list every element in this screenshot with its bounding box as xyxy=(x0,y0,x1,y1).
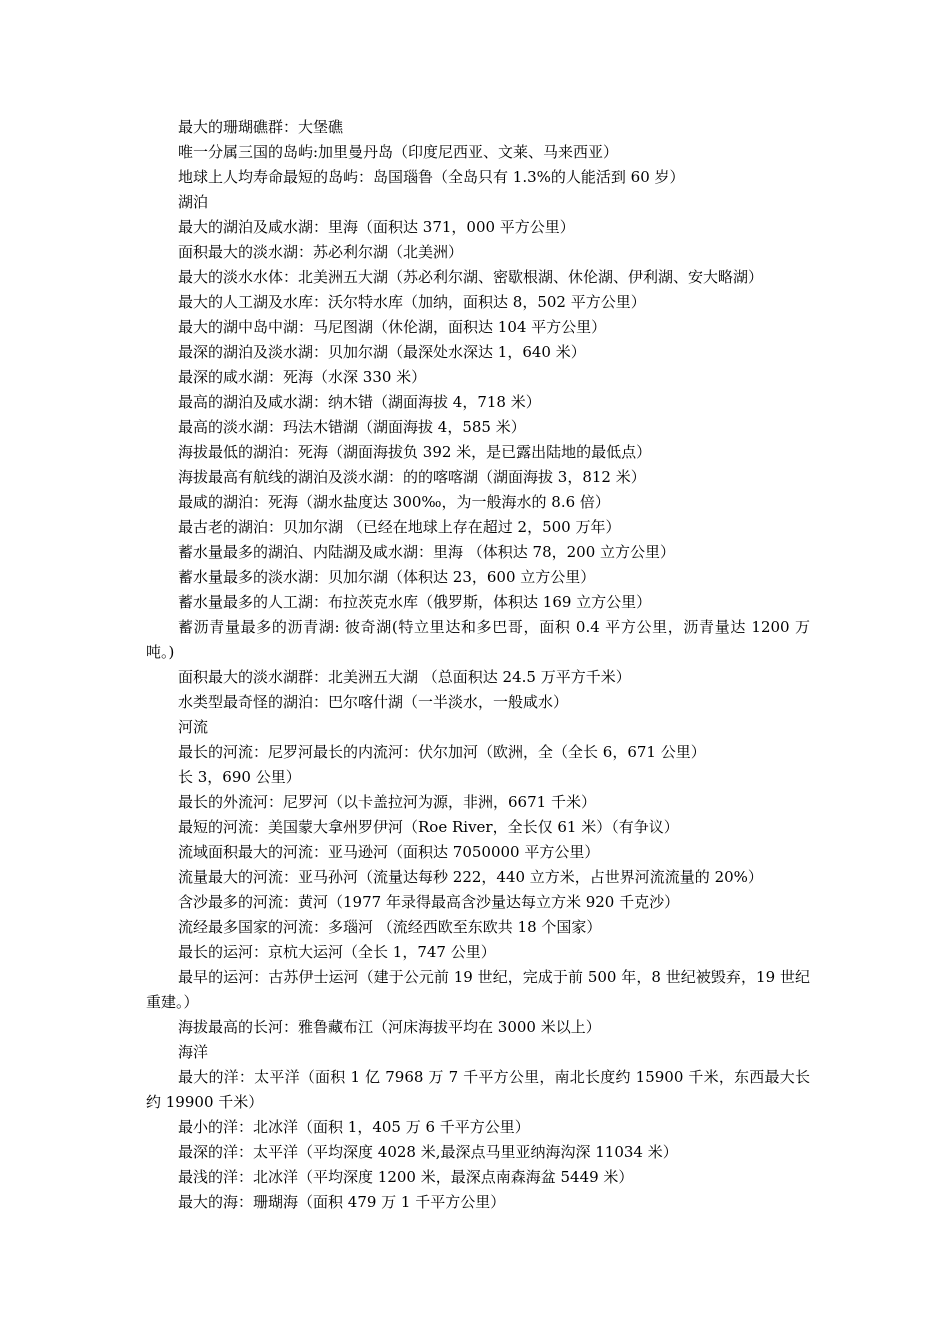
text-line: 最长的河流：尼罗河最长的内流河：伏尔加河（欧洲，全（全长 6，671 公里） xyxy=(178,743,706,761)
text-line: 流量最大的河流：亚马孙河（流量达每秒 222，440 立方米，占世界河流流量的 20%） xyxy=(178,868,763,886)
text-line: 流域面积最大的河流：亚马逊河（面积达 7050000 平方公里） xyxy=(178,843,600,861)
text-line: 最短的河流：美国蒙大拿州罗伊河（Roe River，全长仅 61 米）（有争议） xyxy=(178,818,679,836)
text-line: 蓄水量最多的人工湖：布拉茨克水库（俄罗斯，体积达 169 立方公里） xyxy=(178,593,652,611)
text-line: 最长的外流河：尼罗河（以卡盖拉河为源，非洲，6671 千米） xyxy=(178,793,596,811)
text-line: 最大的洋：太平洋（面积 1 亿 7968 万 7 千平方公里，南北长度约 15900 千米，东西最大长约 19900 千米） xyxy=(146,1068,810,1111)
text-line: 最长的运河：京杭大运河（全长 1，747 公里） xyxy=(178,943,496,961)
text-line: 最大的珊瑚礁群：大堡礁 xyxy=(178,118,344,136)
text-line: 海拔最高有航线的湖泊及淡水湖：的的喀喀湖（湖面海拔 3，812 米） xyxy=(178,468,646,486)
text-line: 蓄沥青量最多的沥青湖: 彼奇湖(特立里达和多巴哥，面积 0.4 平方公里，沥青量达 1200 万吨。) xyxy=(146,618,810,661)
text-line: 海拔最低的湖泊：死海（湖面海拔负 392 米，是已露出陆地的最低点） xyxy=(178,443,652,461)
section-heading-rivers: 河流 xyxy=(178,718,209,736)
text-line: 最古老的湖泊：贝加尔湖 （已经在地球上存在超过 2，500 万年） xyxy=(178,518,621,536)
text-line: 水类型最奇怪的湖泊：巴尔喀什湖（一半淡水，一般咸水） xyxy=(178,693,569,711)
section-heading-oceans: 海洋 xyxy=(178,1043,209,1061)
text-line: 最大的人工湖及水库：沃尔特水库（加纳，面积达 8，502 平方公里） xyxy=(178,293,646,311)
text-line: 最大的海：珊瑚海（面积 479 万 1 千平方公里） xyxy=(178,1193,506,1211)
text-line: 最深的湖泊及淡水湖：贝加尔湖（最深处水深达 1，640 米） xyxy=(178,343,586,361)
section-heading-lakes: 湖泊 xyxy=(178,193,209,211)
text-line: 最浅的洋：北冰洋（平均深度 1200 米，最深点南森海盆 5449 米） xyxy=(178,1168,634,1186)
text-line: 地球上人均寿命最短的岛屿：岛国瑙鲁（全岛只有 1.3%的人能活到 60 岁） xyxy=(178,168,685,186)
text-line: 流经最多国家的河流：多瑙河 （流经西欧至东欧共 18 个国家） xyxy=(178,918,602,936)
text-line: 最深的洋：太平洋（平均深度 4028 米,最深点马里亚纳海沟深 11034 米） xyxy=(178,1143,678,1161)
text-line: 含沙最多的河流：黄河（1977 年录得最高含沙量达每立方米 920 千克沙） xyxy=(178,893,680,911)
text-line: 最大的湖中岛中湖：马尼图湖（休伦湖，面积达 104 平方公里） xyxy=(178,318,607,336)
text-line: 蓄水量最多的湖泊、内陆湖及咸水湖：里海 （体积达 78，200 立方公里） xyxy=(178,543,676,561)
text-line: 海拔最高的长河：雅鲁藏布江（河床海拔平均在 3000 米以上） xyxy=(178,1018,601,1036)
text-line: 最早的运河：古苏伊士运河（建于公元前 19 世纪，完成于前 500 年，8 世纪被毁弃，19 世纪重建。） xyxy=(146,968,810,1011)
text-line: 蓄水量最多的淡水湖：贝加尔湖（体积达 23，600 立方公里） xyxy=(178,568,596,586)
text-line: 面积最大的淡水湖：苏必利尔湖（北美洲） xyxy=(178,243,464,261)
text-line: 最小的洋：北冰洋（面积 1，405 万 6 千平方公里） xyxy=(178,1118,530,1136)
document-page xyxy=(146,115,810,1215)
text-line: 最高的淡水湖：玛法木错湖（湖面海拔 4，585 米） xyxy=(178,418,526,436)
text-line: 面积最大的淡水湖群：北美洲五大湖 （总面积达 24.5 万平方千米） xyxy=(178,668,631,686)
text-line: 最大的湖泊及咸水湖：里海（面积达 371，000 平方公里） xyxy=(178,218,575,236)
text-line: 最深的咸水湖：死海（水深 330 米） xyxy=(178,368,427,386)
text-line: 最咸的湖泊：死海（湖水盐度达 300‰，为一般海水的 8.6 倍） xyxy=(178,493,610,511)
text-line: 长 3，690 公里） xyxy=(178,768,301,786)
text-line: 最高的湖泊及咸水湖：纳木错（湖面海拔 4，718 米） xyxy=(178,393,541,411)
text-line: 最大的淡水水体：北美洲五大湖（苏必利尔湖、密歇根湖、休伦湖、伊利湖、安大略湖） xyxy=(178,268,764,286)
text-line: 唯一分属三国的岛屿:加里曼丹岛（印度尼西亚、文莱、马来西亚） xyxy=(178,143,619,161)
